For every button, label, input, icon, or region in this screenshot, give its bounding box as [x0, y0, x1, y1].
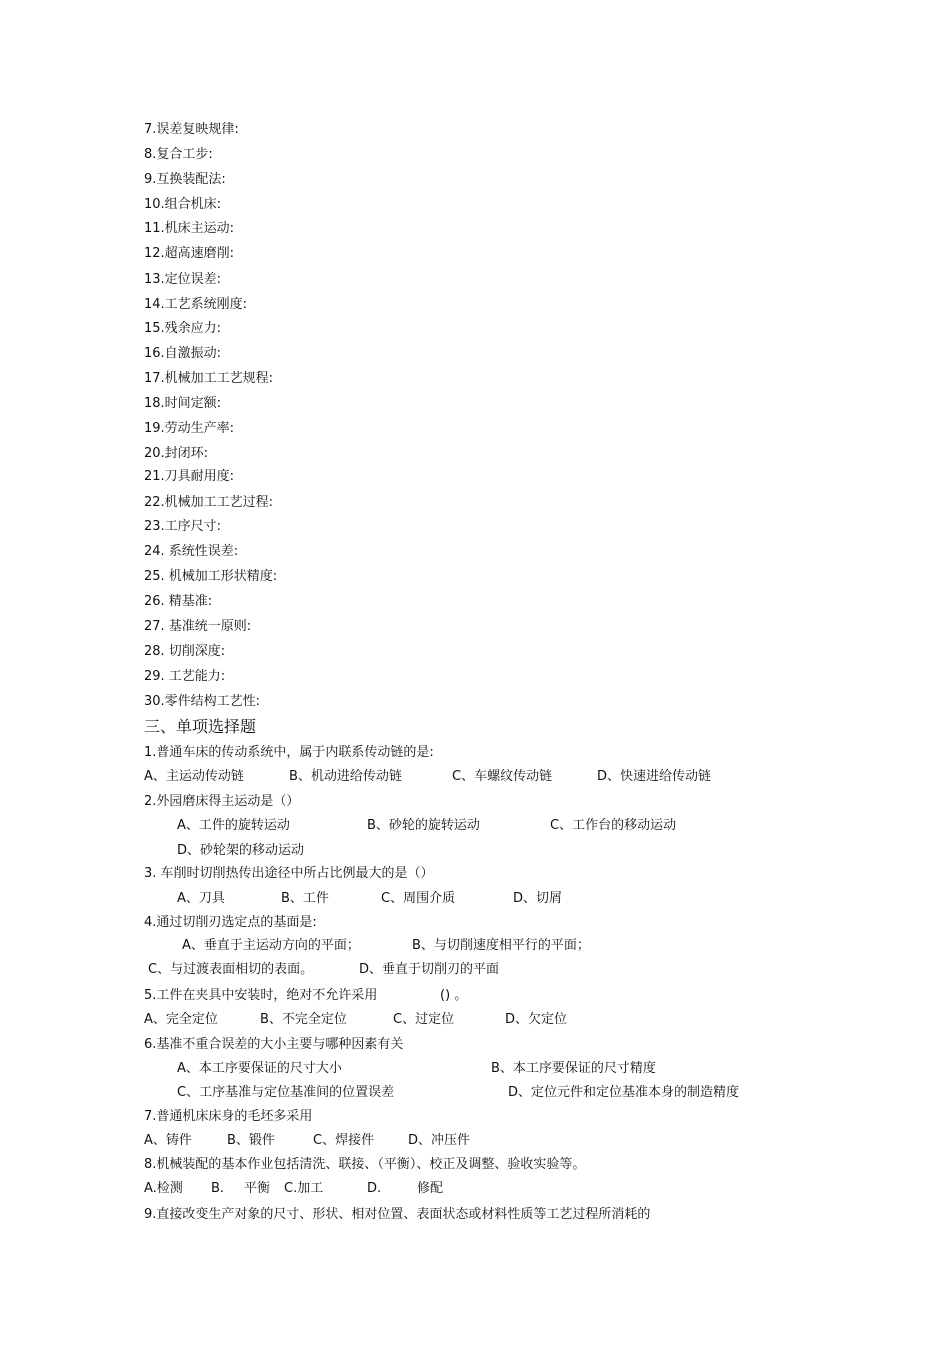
option-d-text: 修配 [417, 1181, 444, 1196]
term-item: 14.工艺系统刚度: [144, 297, 248, 312]
option-d: D、切屑 [513, 891, 563, 906]
option-a: A、工件的旋转运动 [177, 818, 290, 833]
section-title: 三、单项选择题 [144, 717, 257, 736]
option-b-text: 平衡 [244, 1181, 271, 1196]
term-item: 25. 机械加工形状精度: [144, 569, 278, 584]
option-a: A、刀具 [177, 891, 225, 906]
option-b: B、本工序要保证的尺寸精度 [491, 1061, 656, 1076]
option-c: C、过定位 [393, 1012, 455, 1027]
question-stem: 6.基准不重合误差的大小主要与哪种因素有关 [144, 1037, 404, 1052]
term-item: 23.工序尺寸: [144, 519, 222, 534]
question-stem: 3. 车削时切削热传出途径中所占比例最大的是（） [144, 866, 434, 881]
term-item: 24. 系统性误差: [144, 544, 239, 559]
option-c: C、工作台的移动运动 [550, 818, 677, 833]
question-stem: 9.直接改变生产对象的尺寸、形状、相对位置、表面状态或材料性质等工艺过程所消耗的 [144, 1207, 651, 1222]
term-item: 10.组合机床: [144, 197, 222, 212]
term-item: 11.机床主运动: [144, 221, 235, 236]
term-item: 12.超高速磨削: [144, 246, 235, 261]
option-b: B、砂轮的旋转运动 [367, 818, 480, 833]
option-b: B、不完全定位 [260, 1012, 347, 1027]
term-item: 21.刀具耐用度: [144, 469, 235, 484]
option-a: A、本工序要保证的尺寸大小 [177, 1061, 342, 1076]
option-b-letter: B. [211, 1181, 225, 1196]
option-b: B、工件 [281, 891, 329, 906]
question-stem: 5.工件在夹具中安装时，绝对不允许采用 [144, 988, 378, 1003]
term-item: 17.机械加工工艺规程: [144, 371, 274, 386]
option-d: D、垂直于切削刃的平面 [359, 962, 500, 977]
option-c: C、车螺纹传动链 [452, 769, 553, 784]
term-item: 19.劳动生产率: [144, 421, 235, 436]
term-item: 7.误差复映规律: [144, 122, 239, 137]
option-d: D、定位元件和定位基准本身的制造精度 [508, 1085, 740, 1100]
question-stem: 7.普通机床床身的毛坯多采用 [144, 1109, 313, 1124]
question-stem: 1.普通车床的传动系统中，属于内联系传动链的是: [144, 745, 434, 760]
term-item: 18.时间定额: [144, 396, 222, 411]
term-item: 15.残余应力: [144, 321, 222, 336]
term-item: 13.定位误差: [144, 272, 222, 287]
term-item: 20.封闭环: [144, 446, 209, 461]
option-c: C、周围介质 [381, 891, 456, 906]
option-b: B、锻件 [227, 1133, 275, 1148]
term-item: 29. 工艺能力: [144, 669, 226, 684]
option-a: A、铸件 [144, 1133, 192, 1148]
option-d: D、欠定位 [505, 1012, 568, 1027]
term-item: 27. 基准统一原则: [144, 619, 252, 634]
option-d-letter: D. [367, 1181, 382, 1196]
term-item: 28. 切削深度: [144, 644, 226, 659]
term-item: 26. 精基准: [144, 594, 213, 609]
term-item: 22.机械加工工艺过程: [144, 495, 274, 510]
option-c: C、焊接件 [313, 1133, 375, 1148]
option-c: C、工序基准与定位基准间的位置误差 [177, 1085, 395, 1100]
question-stem: 4.通过切削刃选定点的基面是: [144, 915, 317, 930]
question-stem: 2.外园磨床得主运动是（） [144, 794, 300, 809]
option-d: D、冲压件 [408, 1133, 471, 1148]
option-b: B、机动进给传动链 [289, 769, 402, 784]
question-stem: 8.机械装配的基本作业包括清洗、联接、（平衡）、校正及调整、验收实验等。 [144, 1157, 586, 1172]
option-a: A、垂直于主运动方向的平面； [182, 938, 360, 953]
term-item: 30.零件结构工艺性: [144, 694, 261, 709]
term-item: 16.自激振动: [144, 346, 222, 361]
term-item: 8.复合工步: [144, 147, 213, 162]
option-c: C、与过渡表面相切的表面。 [148, 962, 314, 977]
question-blank: () 。 [440, 988, 468, 1003]
option-d: D、砂轮架的移动运动 [177, 843, 305, 858]
option-a: A、完全定位 [144, 1012, 218, 1027]
option-a: A、主运动传动链 [144, 769, 244, 784]
option-a: A.检测 [144, 1181, 183, 1196]
option-c: C.加工 [284, 1181, 324, 1196]
option-b: B、与切削速度相平行的平面； [412, 938, 590, 953]
term-item: 9.互换装配法: [144, 172, 226, 187]
option-d: D、快速进给传动链 [597, 769, 712, 784]
